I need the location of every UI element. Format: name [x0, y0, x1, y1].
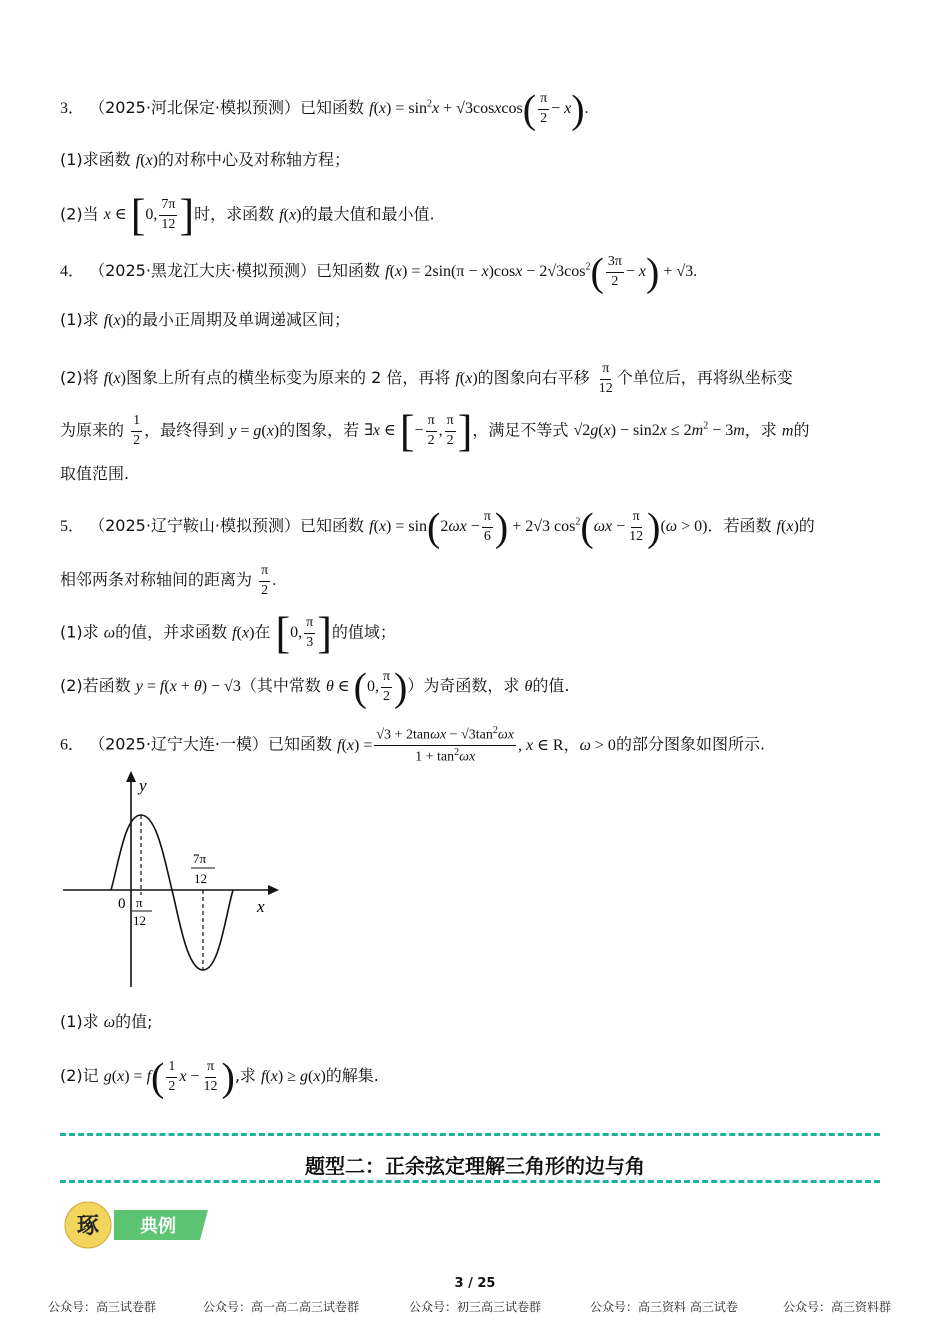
formula: f(x) = sin(2ωx − $\frac{\pi}{6}$ ) + 2√3 $\cos^2(\omega x$ − $\frac{\pi}{12}$ )(ω > 0) — [369, 504, 708, 550]
problem-4-q2-end: 取值范围. — [60, 464, 130, 483]
badge-icon: 琢 — [76, 1214, 100, 1239]
problem-6-q2: (2)记 g(x) = f( $\frac{1}{2}$ x − $\frac{\pi}{12}$ ),求 f(x) ≥ g(x)的解集. — [60, 1054, 379, 1100]
problem-3-q1: (1)求函数 f(x)的对称中心及对称轴方程； — [60, 150, 350, 169]
formula: $f(x) = 2\sin(\pi - x)\cos x - 2√3\cos^2$( $\frac{3\pi}{2}$ − x) + √3. — [385, 249, 698, 295]
problem-6-q1: (1)求 ω的值; — [60, 1012, 153, 1031]
footer-item-1: 公众号：高三试卷群 — [48, 1300, 157, 1314]
footer-item-2: 公众号：高一高二高三试卷群 — [203, 1300, 360, 1314]
formula: x ∈ [0, $\frac{7\pi}{12}$ ] — [103, 191, 195, 240]
tick1-num: π — [136, 895, 143, 910]
problem-4-q1: (1)求 f(x)的最小正周期及单调递减区间； — [60, 310, 350, 329]
section-divider-top — [60, 1133, 880, 1136]
example-badge — [62, 1200, 212, 1250]
problem-3-q2: (2)当 x ∈ [0, $\frac{7\pi}{12}$ ]时，求函数 f(x)的最大值和最小值. — [60, 191, 435, 240]
formula: $f(x) = \sin^2x$ + √3cosxcos( $\frac{\pi}{2}$ − x). — [369, 86, 589, 132]
problem-6-statement: 6． （2025·辽宁大连·一模）已知函数 f(x) = $\frac{√3 + 2\tan\omega x - √3\tan^2\omega x}{1 + \tan^2\omega x}$ , x ∈ R，ω > 0的部分图象如图所示. — [60, 725, 766, 765]
curve — [111, 815, 233, 970]
problem-4-q2-cont: 为原来的 $\frac{1}{2}$ ，最终得到 y = g(x)的图象，若 ∃x ∈ [− $\frac{\pi}{2}$ , $\frac{\pi}{2}$ ]，满足不等式 $√2g(x) - \sin 2x \le 2m^2 - 3m$，求 m的 — [60, 407, 810, 456]
page-number: 3 / 25 — [454, 1276, 496, 1291]
footer-item-5: 公众号：高三资料群 — [783, 1300, 892, 1314]
tick2-den: 12 — [194, 871, 207, 886]
footer-item-3: 公众号：初三高三试卷群 — [409, 1300, 542, 1314]
problem-5-q2: (2)若函数 y = f(x + θ) − √3（其中常数 θ ∈ (0, $\frac{\pi}{2}$ )）为奇函数，求 θ的值. — [60, 664, 570, 710]
problem-source: （2025·河北保定·模拟预测） — [89, 97, 301, 117]
problem-5-statement: 5． （2025·辽宁鞍山·模拟预测）已知函数 f(x) = sin(2ωx − $\frac{\pi}{6}$ ) + 2√3 $\cos^2(\omega x$ − $\frac{\pi}{12}$ )(ω > 0)．若函数 f(x)的 — [60, 504, 815, 550]
tick1-den: 12 — [133, 913, 146, 928]
section-divider-bottom — [60, 1180, 880, 1183]
y-axis-arrow — [126, 771, 136, 782]
sine-graph — [55, 765, 295, 1000]
x-axis-arrow — [268, 885, 279, 895]
problem-3-statement: 3． （2025·河北保定·模拟预测）已知函数 $f(x) = \sin^2x$ + √3cosxcos( $\frac{\pi}{2}$ − x). — [60, 86, 589, 132]
problem-5-q1: (1)求 ω的值，并求函数 f(x)在 [0, $\frac{\pi}{3}$ ]的值域； — [60, 609, 396, 658]
formula: f(x) — [135, 152, 158, 169]
x-label: x — [257, 897, 265, 916]
problem-4-statement: 4． （2025·黑龙江大庆·模拟预测）已知函数 $f(x) = 2\sin(\pi - x)\cos x - 2√3\cos^2$( $\frac{3\pi}{2}$ − x) + √3. — [60, 249, 698, 295]
problem-number: 3． — [60, 99, 85, 117]
badge-text: 典例 — [140, 1216, 176, 1237]
y-label: y — [139, 776, 147, 795]
footer-item-4: 公众号：高三资料 高三试卷 — [590, 1300, 738, 1314]
problem-4-q2: (2)将 f(x)图象上所有点的横坐标变为原来的 2 倍，再将 f(x)的图象向右平移 $\frac{\pi}{12}$ 个单位后，再将纵坐标变 — [60, 361, 793, 396]
formula: f(x) = $\frac{√3 + 2\tan\omega x - √3\tan^2\omega x}{1 + \tan^2\omega x}$ , x ∈ R，ω > 0 — [337, 725, 616, 765]
tick2-num: 7π — [193, 851, 207, 866]
section-title: 题型二：正余弦定理解三角形的边与角 — [305, 1154, 645, 1178]
problem-5-line2: 相邻两条对称轴间的距离为 $\frac{\pi}{2}$ . — [60, 563, 277, 598]
origin-label: 0 — [118, 896, 126, 912]
